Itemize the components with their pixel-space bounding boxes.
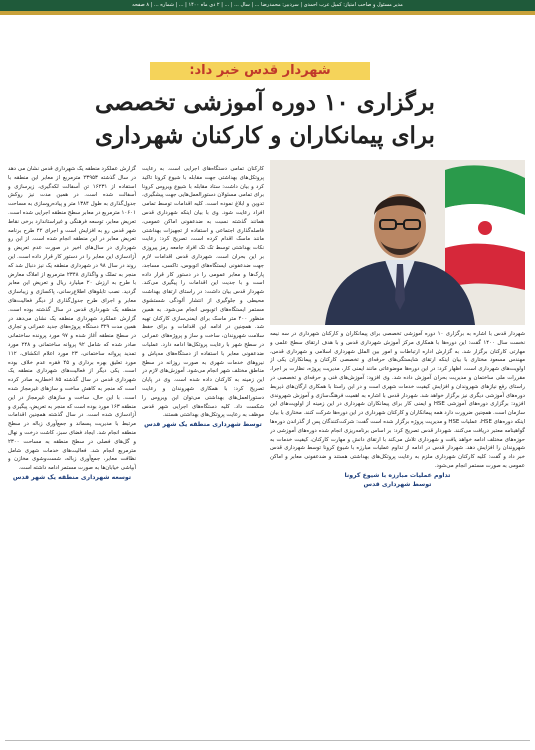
iran-flag-icon bbox=[445, 165, 525, 290]
subheading-corona-1: تداوم عملیات مبارزه با شیوع کرونا bbox=[344, 471, 451, 479]
column-left-body: گزارش عملکرد منطقه یک شهرداری قدس نشان می دهد در سال گذشته ۲۳۹۵۳ مترمربع از معابر این منطقه با استفاده از ۱۶۲۳۱ تن آسفالت لکه‌گیری، زیرسازی و آسفالت شده است. در همین مدت نیز روکش جدول‌گذاری به طول ۱۳۸۴ متر و پیاده‌روسازی به مساحت ۱۰۶۰۱ مترمربع در معابر سطح منطقه اجرایی شده است. تعریض معابر، توسعه فرهنگی و غیراستاندارد برخی نقاط شهر قدس رو به افزایش است و اجرای ۴۲ طرح برنامه تعریض معابر در این منطقه انجام شده است. از این رو شهرداری در سال‌های اخیر در صورت عدم تعریض و آزادسازی این معابر را در دستور کار قرار داده است. این روند در سال ۹۸ در شهرداری منطقه یک نیز دنبال شد که منجر به تملک و واگذاری ۲۳۴۸ مترمربع از املاک معارض با طرح به ارزش ۲۰ میلیارد ریال و تعریض این معابر گردید. نصب تابلوهای اطلاع‌رسانی، پاکسازی و زیباسازی معابر و اجرای طرح جدول‌گذاری از دیگر فعالیت‌های منطقه یک شهرداری قدس در سال گذشته بوده است. گزارش عملکرد شهرداری منطقه یک نشان می‌دهد در همین مدت ۳۲۹ دستگاه پروژه‌های جدید عمرانی و تجاری در سطح منطقه آغاز شده و ۹۷ مورد پرونده ساختمانی صادر شده که شامل ۹۲ پروانه ساختمانی و ۲۴۸ مورد تمدید پروانه ساختمانی، ۲۳ مورد اعلام انکشاف، ۱۱۲ مورد تعلیق بهره برداری و ۴۵ فقره عدم خلاف بوده است. یکی دیگر از فعالیت‌های شهرداری منطقه یک شهرداری قدس در سال گذشته ۸۵ اخطاریه صادر کرده است که منجر به کاهش ساخت و سازهای غیرمجاز شده است. با این حال، ساخت و سازهای غیرمجاز در این منطقه ۱۶۳ مورد بوده است که منجر به تعریض، پیگیری و آزادسازی شده است. در سال گذشته همچنین اقدامات مرتبط با مدیریت پسماند و جمع‌آوری زباله در سطح منطقه انجام شد. ایجاد فضای سبز، کاشت درخت و نهال و گل‌های فصلی در سطح منطقه به مساحت ۲۳۰۰ مترمربع انجام شد. فعالیت‌های خدمات شهری شامل نظافت معابر، جمع‌آوری زباله، شست‌وشوی مخازن و آبپاشی خیابان‌ها به صورت مستمر ادامه داشته است. bbox=[8, 166, 136, 472]
masthead-strip: مدیر مسئول و صاحب امتیاز: کمیل عرب احمدی | سردبیر: محمدرضا ... | سال ... | ... | ۲ دی ماه ۱۴۰۰ | ... | شماره ... | ۸ صفحه bbox=[0, 0, 535, 11]
headline-line-2: برای پیمانکاران و کارکنان شهرداری bbox=[95, 122, 435, 149]
mayor-photo bbox=[270, 160, 525, 325]
article-headline bbox=[80, 86, 450, 152]
mayor-photo-illustration bbox=[270, 160, 525, 325]
article-column-left bbox=[8, 165, 136, 738]
subheading-left: توسعه شهرداری منطقه یک شهر قدس bbox=[12, 473, 132, 481]
column-middle-body: کارکنان تمامی دستگاه‌های اجرایی است. به رعایت پروتکل‌های بهداشتی جهت مقابله با شیوع کرونا تاکید کرد و بیان داشت: ستاد مقابله با شیوع ویروس کرونا برای تمامی مسئولان دستورالعمل‌هایی جهت پیشگیری، تدوین و ابلاغ نموده است. کلیه اقدامات توسط تمامی افراد رعایت شود. وی با بیان اینکه شهرداری قدس همانند گذشته نسبت به ضدعفونی اماکن عمومی، فاصله‌گذاری اجتماعی و استفاده از تجهیزات بهداشتی مانند ماسک اقدام کرده است، تصریح کرد: رعایت نکات بهداشتی توسط تک تک افراد جامعه رمز پیروزی بر این بحران است. شهرداری قدس اقدامات لازم جهت ضدعفونی ایستگاه‌های اتوبوس، تاکسی، مساجد، پارک‌ها و معابر عمومی را در دستور کار قرار داده است و با جدیت این اقدامات را پیگیری می‌کند. شهردار قدس بیان داشت: در راستای ارتقای بهداشت محیطی و جلوگیری از انتشار آلودگی شستشوی مستمر ایستگاه‌های اتوبوس انجام می‌شود. به همین منظور ۴۰۰ متر ماسک برای ایمنی‌سازی کارکنان تهیه شد. همچنین در ادامه این اقدامات و برای حفظ سلامت شهروندان، ساخت و ساز و پروژه‌های عمرانی در سطح شهر با رعایت پروتکل‌ها ادامه دارد. عملیات ضدعفونی معابر با استفاده از دستگاه‌های مه‌پاش و نیروهای خدمات شهری به صورت روزانه در سطح مناطق مختلف شهر انجام می‌شود. آموزش‌های لازم در این زمینه به کارکنان داده شده است. وی در پایان تصریح کرد: با همکاری شهروندان و رعایت دستورالعمل‌های بهداشتی می‌توان این ویروس را شکست داد. کلیه دستگاه‌های اجرایی شهر قدس موظف به رعایت پروتکل‌های بهداشتی هستند. bbox=[142, 166, 264, 419]
article-column-right bbox=[270, 330, 525, 738]
article-kicker: شهردار قدس خبر داد: bbox=[150, 62, 370, 80]
subheading-corona-2: توسط شهرداری قدس bbox=[363, 480, 432, 488]
article-column-middle bbox=[142, 165, 264, 738]
subheading-middle: توسط شهرداری منطقه یک شهر قدس bbox=[144, 421, 262, 429]
column-right-body: شهردار قدس با اشاره به برگزاری ۱۰ دوره آموزشی تخصصی برای پیمانکاران و کارکنان شهرداری در سه نیمه نخست سال ۱۴۰۰ گفت: این دوره‌ها با همکاری مرکز آموزش شهرداری قدس و با هدف ارتقای سطح علمی و مهارتی کارکنان برگزار شد. به گزارش اداره ارتباطات و امور بین الملل شهرداری اسلامی و شهرداری قدس، مهندس مسعود مختاری با بیان اینکه ارتقای شایستگی‌های حرفه‌ای و تخصصی کارکنان و پیمانکاران یکی از اولویت‌های شهرداری است، اظهار کرد: در این دوره‌ها موضوعاتی مانند ایمنی کار، مدیریت پروژه، نظارت بر اجرا، مقررات ملی ساختمان و مدیریت بحران آموزش داده شد. وی افزود: آموزش‌های فنی و حرفه‌ای و تخصصی در راستای رفع نیازهای شهروندان و افزایش کیفیت خدمات شهری است و در این راستا با همکاری ارگان‌های ذیربط دوره‌های آموزشی دیگری نیز برگزار خواهد شد. شهردار قدس با اشاره به اهمیت فرهنگ‌سازی و آموزش شهروندی افزود: برگزاری دوره‌های آموزشی HSE و ایمنی کار برای پیمانکاران شهرداری در این زمینه از اولویت‌های این سازمان است. همچنین ضرورت دارد همه پیمانکاران و کارکنان شهرداری در این دوره‌ها شرکت کنند. مختاری با بیان اینکه دوره‌های HSE، عملیات HSE و مدیریت پروژه برگزار شده است گفت: شرکت‌کنندگان پس از گذراندن دوره‌ها گواهینامه معتبر دریافت می‌کنند. شهردار قدس تصریح کرد: بر اساس برنامه‌ریزی انجام شده دوره‌های آموزشی در حوزه‌های مختلف ادامه خواهد یافت و شهرداری تلاش می‌کند با ارتقای دانش و مهارت کارکنان، کیفیت خدمات به شهروندان را افزایش دهد. شهردار قدس در ادامه از تداوم عملیات مبارزه با شیوع کرونا توسط شهرداری قدس خبر داد و گفت: کلیه کارکنان شهرداری ملزم به رعایت پروتکل‌های بهداشتی هستند و ضدعفونی معابر و اماکن عمومی به صورت مستمر انجام می‌شود. bbox=[270, 331, 525, 469]
bottom-divider bbox=[5, 740, 530, 741]
decorative-band bbox=[0, 11, 535, 15]
headline-line-1: برگزاری ۱۰ دوره آموزشی تخصصی bbox=[95, 89, 435, 116]
